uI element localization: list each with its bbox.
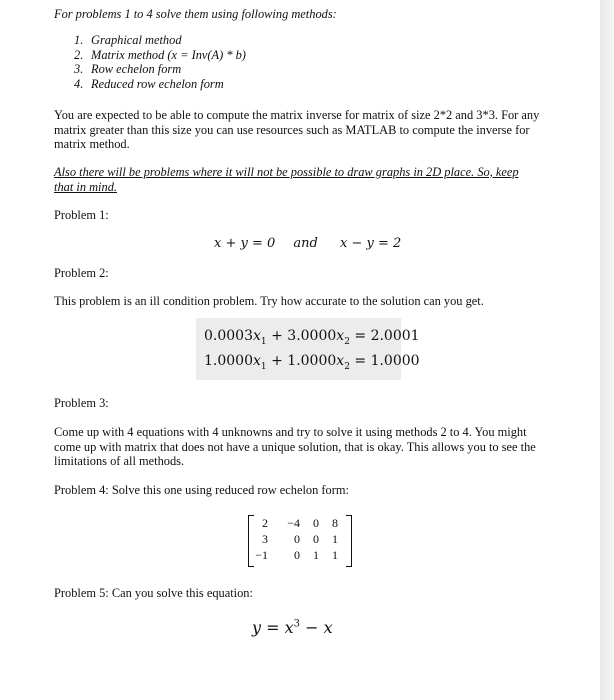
matrix-cell: −4 — [287, 516, 300, 530]
note-paragraph: Also there will be problems where it will not be possible to draw graphs in 2D place. So, keep that in mind. — [54, 165, 519, 194]
list-item: 4. Reduced row echelon form — [74, 76, 224, 91]
problem2-eq-row2: $1.0000x_1 + 1.0000x_2 = 1.0000$ — [204, 353, 420, 372]
problem4-label: Problem 4: Solve this one using reduced row echelon form: — [54, 483, 349, 497]
matrix-cell: 3 — [262, 532, 268, 546]
list-item: 1. Graphical method — [74, 33, 182, 47]
problem3-label: Problem 3: — [54, 396, 109, 410]
problem2-description: This problem is an ill condition problem. Try how accurate to the solution can you get. — [54, 294, 484, 308]
problem2-eq-row1: $0.0003x_1 + 3.0000x_2 = 2.0001$ — [204, 328, 420, 347]
problem1-equations — [214, 236, 401, 251]
problem5-equation: $y = x^3 - x$ — [252, 618, 333, 637]
problem1-eq1: x + y = 0 — [214, 236, 276, 251]
matrix-cell: 1 — [313, 548, 319, 562]
page-edge-shadow — [600, 0, 614, 700]
matrix-cell: 1 — [332, 532, 338, 546]
problem1-connector: and — [293, 236, 318, 251]
intro-text: For problems 1 to 4 solve them using following methods: — [54, 7, 337, 21]
matrix-cell: 2 — [262, 516, 268, 530]
problem5-label: Problem 5: Can you solve this equation: — [54, 586, 253, 600]
matrix-cell: −1 — [255, 548, 268, 562]
problem1-eq2: x − y = 2 — [340, 236, 402, 251]
matrix-cell: 0 — [294, 548, 300, 562]
problem1-label: Problem 1: — [54, 208, 109, 222]
matrix-cell: 1 — [332, 548, 338, 562]
problem2-label: Problem 2: — [54, 266, 109, 280]
list-item: 3. Row echelon form — [74, 62, 182, 77]
problem4-matrix — [248, 515, 352, 565]
matrix-cell: 8 — [332, 516, 338, 530]
problem3-description: Come up with 4 equations with 4 unknowns and try to solve it using methods 2 to 4. You might come up with matrix that does not have a unique solution, that is okay. This allows you to see the limitations of all methods. — [54, 425, 536, 468]
matrix-cell: 0 — [313, 516, 319, 530]
list-item: 2. Matrix method (x = Inv(A) * b) — [74, 47, 246, 62]
expectation-paragraph: You are expected to be able to compute the matrix inverse for matrix of size 2*2 and 3*3. For any matrix greater than this size you can use resources such as MATLAB to compute the inverse for matrix method. — [54, 108, 540, 151]
problem2-equation-box — [196, 318, 420, 380]
methods-list — [74, 33, 246, 91]
matrix-cell: 0 — [294, 532, 300, 546]
matrix-cell: 0 — [313, 532, 319, 546]
matrix-right-bracket — [346, 515, 352, 567]
